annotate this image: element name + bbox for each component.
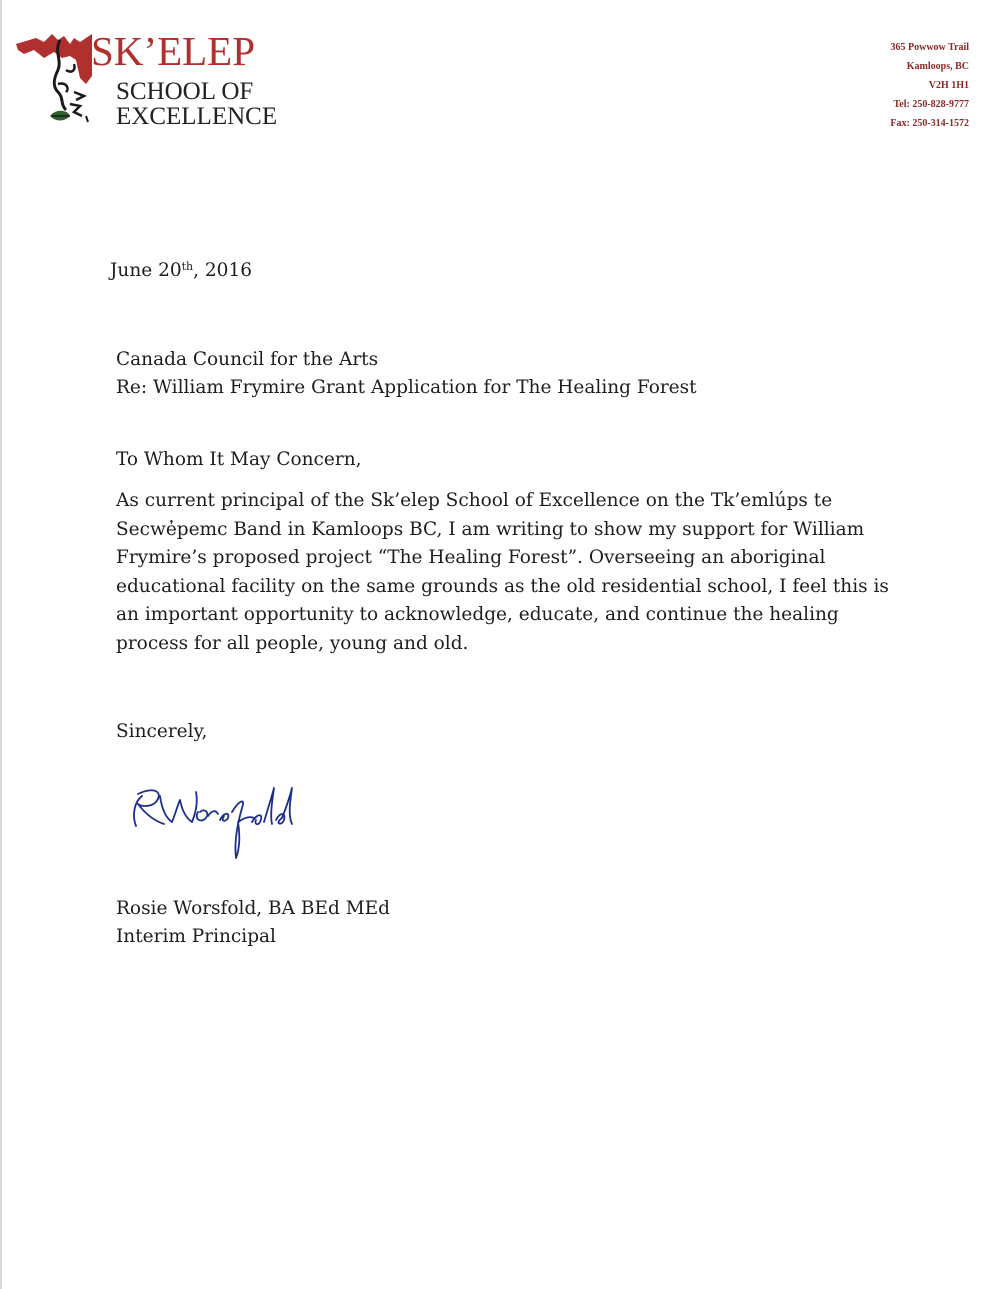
address-fax: Fax: 250-314-1572	[890, 118, 969, 129]
body-line: educational facility on the same grounds as the old residential school, I feel this is	[116, 575, 889, 597]
school-name-line3: EXCELLENCE	[116, 103, 278, 130]
letter-date	[110, 257, 252, 285]
scan-edge	[0, 0, 2, 1289]
closing: Sincerely,	[116, 721, 208, 742]
body-line: Secwe̓pemc Band in Kamloops BC, I am writing to show my support for William	[116, 518, 865, 540]
date-suffix: th	[181, 260, 194, 273]
signer-title: Interim Principal	[116, 926, 276, 947]
body-line: process for all people, young and old.	[116, 632, 469, 654]
school-name-line2: SCHOOL OF	[116, 78, 254, 105]
date-main: June 20	[110, 260, 182, 281]
address-street: 365 Powwow Trail	[890, 42, 969, 53]
body-line: an important opportunity to acknowledge, educate, and continue the healing	[116, 604, 839, 625]
body-paragraph	[116, 487, 889, 658]
address-postal: V2H 1H1	[928, 80, 969, 91]
body-line: As current principal of the Sk’elep School of Excellence on the Tk’emlúps te	[116, 490, 833, 511]
recipient-line-1: Canada Council for the Arts	[116, 349, 379, 370]
address-city: Kamloops, BC	[906, 61, 969, 72]
body-line: Frymire’s proposed project “The Healing Forest”. Overseeing an aboriginal	[116, 547, 826, 568]
recipient-line-2: Re: William Frymire Grant Application for The Healing Forest	[116, 377, 697, 398]
date-year: , 2016	[193, 260, 252, 281]
handwritten-signature	[124, 782, 314, 872]
salutation: To Whom It May Concern,	[116, 449, 362, 470]
school-name: SK’ELEP	[91, 28, 255, 74]
address-block	[890, 38, 969, 133]
address-tel: Tel: 250-828-9777	[893, 99, 969, 110]
signer-name: Rosie Worsfold, BA BEd MEd	[116, 898, 390, 919]
